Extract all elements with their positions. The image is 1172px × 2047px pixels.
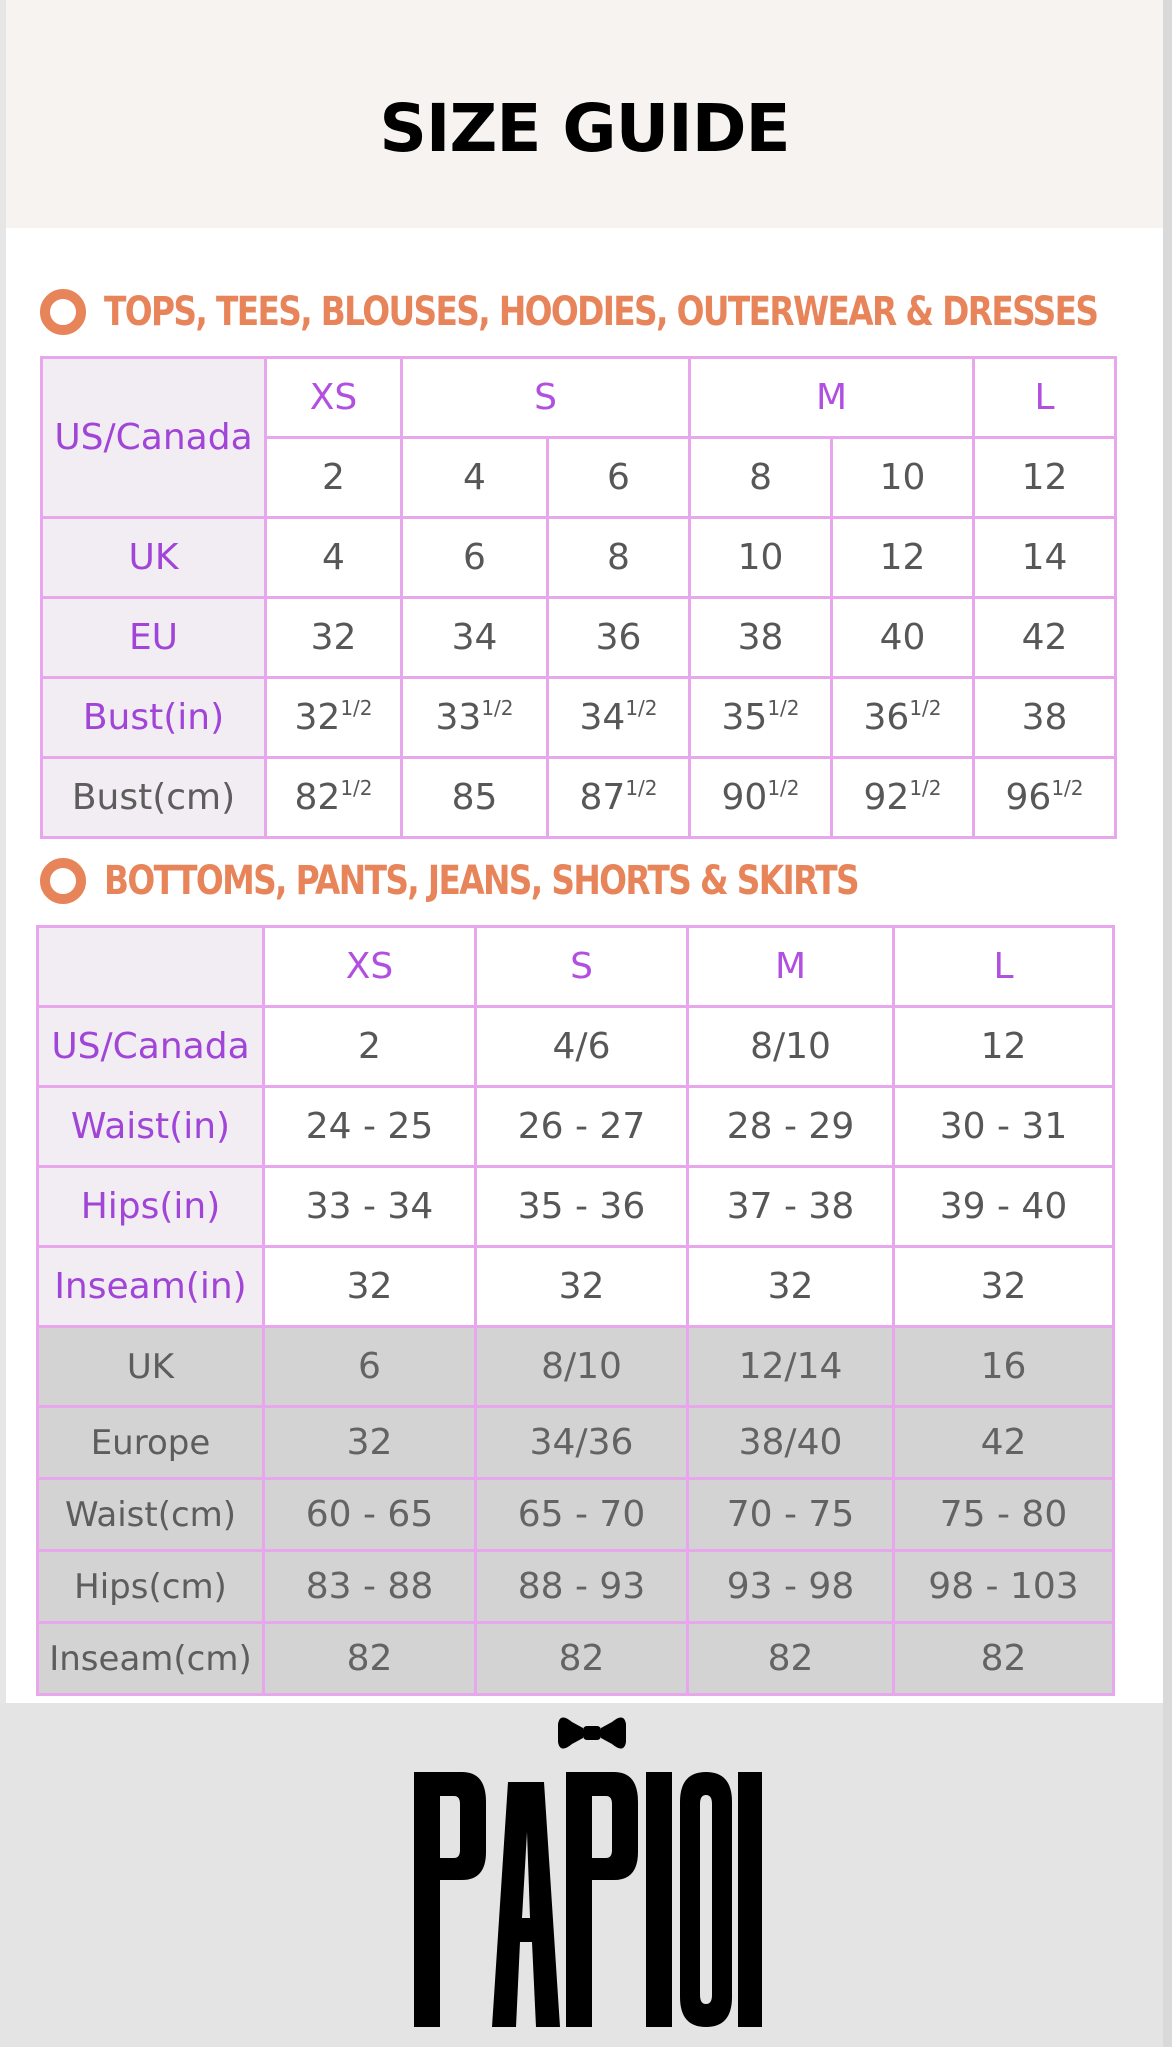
table-cell: 98 - 103	[894, 1551, 1114, 1623]
table-cell: 12/14	[688, 1327, 894, 1407]
tops-size-s: S	[402, 358, 690, 438]
table-cell: 6	[402, 518, 548, 598]
table-cell: $36^{1/2}$	[832, 678, 974, 758]
table-cell: $35^{1/2}$	[690, 678, 832, 758]
table-cell: 8/10	[688, 1007, 894, 1087]
table-cell: 16	[894, 1327, 1114, 1407]
tops-bust-cm-row	[42, 758, 1116, 838]
table-cell: 34	[402, 598, 548, 678]
table-cell: 83 - 88	[264, 1551, 476, 1623]
row-label: UK	[42, 518, 266, 598]
table-cell: 70 - 75	[688, 1479, 894, 1551]
bottoms-size-m: M	[688, 927, 894, 1007]
table-cell: 35 - 36	[476, 1167, 688, 1247]
table-cell: $32^{1/2}$	[266, 678, 402, 758]
table-row	[38, 1167, 1114, 1247]
tops-section-heading	[40, 282, 1172, 342]
table-cell: 24 - 25	[264, 1087, 476, 1167]
tops-size-m: M	[690, 358, 974, 438]
row-label: Inseam(in)	[38, 1247, 264, 1327]
table-cell: 4	[266, 518, 402, 598]
table-row	[38, 1407, 1114, 1479]
table-cell: $82^{1/2}$	[266, 758, 402, 838]
table-row	[38, 1551, 1114, 1623]
bottoms-section-heading	[40, 851, 1024, 911]
row-label: Waist(in)	[38, 1087, 264, 1167]
table-cell: 65 - 70	[476, 1479, 688, 1551]
tops-us-label: US/Canada	[42, 358, 266, 518]
table-cell: 4	[402, 438, 548, 518]
table-row	[38, 1247, 1114, 1327]
bottoms-size-table	[36, 925, 1115, 1696]
table-cell: 12	[894, 1007, 1114, 1087]
table-cell: 28 - 29	[688, 1087, 894, 1167]
bow-tie-icon	[558, 1717, 626, 1748]
table-cell: 26 - 27	[476, 1087, 688, 1167]
table-cell: $33^{1/2}$	[402, 678, 548, 758]
table-cell: 32	[264, 1407, 476, 1479]
table-row	[38, 1087, 1114, 1167]
table-cell: 2	[266, 438, 402, 518]
table-cell: 10	[832, 438, 974, 518]
table-cell: 42	[894, 1407, 1114, 1479]
table-row	[38, 1007, 1114, 1087]
table-cell: 32	[264, 1247, 476, 1327]
table-cell: 37 - 38	[688, 1167, 894, 1247]
table-cell: 40	[832, 598, 974, 678]
table-cell: 8/10	[476, 1327, 688, 1407]
table-cell: $96^{1/2}$	[974, 758, 1116, 838]
row-label: Bust(in)	[42, 678, 266, 758]
table-cell: 82	[894, 1623, 1114, 1695]
bottoms-size-header-row	[38, 927, 1114, 1007]
table-cell: 32	[266, 598, 402, 678]
row-label: Bust(cm)	[42, 758, 266, 838]
bottoms-size-s: S	[476, 927, 688, 1007]
table-cell: 82	[688, 1623, 894, 1695]
table-cell: 12	[832, 518, 974, 598]
tops-size-l: L	[974, 358, 1116, 438]
table-cell: $92^{1/2}$	[832, 758, 974, 838]
tops-size-table	[40, 356, 1117, 839]
table-cell: $87^{1/2}$	[548, 758, 690, 838]
page-title: SIZE GUIDE	[379, 90, 790, 167]
table-cell: 38/40	[688, 1407, 894, 1479]
row-label: Inseam(cm)	[38, 1623, 264, 1695]
table-cell: 30 - 31	[894, 1087, 1114, 1167]
table-cell: 6	[548, 438, 690, 518]
table-cell: 42	[974, 598, 1116, 678]
row-label: US/Canada	[38, 1007, 264, 1087]
table-cell: 6	[264, 1327, 476, 1407]
table-cell: 4/6	[476, 1007, 688, 1087]
brand-wordmark	[414, 1772, 780, 2027]
tops-section-title: TOPS, TEES, BLOUSES, HOODIES, OUTERWEAR & DRESSES	[104, 289, 1098, 335]
table-cell: 75 - 80	[894, 1479, 1114, 1551]
table-cell: 32	[894, 1247, 1114, 1327]
tops-size-header-row	[42, 358, 1116, 438]
empty-corner-cell	[38, 927, 264, 1007]
table-cell: 2	[264, 1007, 476, 1087]
table-cell: $90^{1/2}$	[690, 758, 832, 838]
tops-bust-in-row	[42, 678, 1116, 758]
bottoms-section-title: BOTTOMS, PANTS, JEANS, SHORTS & SKIRTS	[104, 858, 858, 904]
table-cell: 38	[690, 598, 832, 678]
table-row	[38, 1623, 1114, 1695]
table-cell: 93 - 98	[688, 1551, 894, 1623]
row-label: Hips(cm)	[38, 1551, 264, 1623]
table-cell: 12	[974, 438, 1116, 518]
table-cell: 88 - 93	[476, 1551, 688, 1623]
bottoms-size-xs: XS	[264, 927, 476, 1007]
table-cell: 85	[402, 758, 548, 838]
tops-eu-row	[42, 598, 1116, 678]
table-cell: 14	[974, 518, 1116, 598]
row-label: Hips(in)	[38, 1167, 264, 1247]
row-label: EU	[42, 598, 266, 678]
table-cell: 8	[690, 438, 832, 518]
table-row	[38, 1479, 1114, 1551]
table-cell: 60 - 65	[264, 1479, 476, 1551]
row-label: Waist(cm)	[38, 1479, 264, 1551]
table-cell: 34/36	[476, 1407, 688, 1479]
table-cell: 82	[264, 1623, 476, 1695]
bullet-circle-icon	[40, 289, 86, 335]
table-cell: 32	[476, 1247, 688, 1327]
header-banner	[6, 0, 1163, 228]
tops-size-xs: XS	[266, 358, 402, 438]
table-cell: 38	[974, 678, 1116, 758]
table-cell: 10	[690, 518, 832, 598]
row-label: UK	[38, 1327, 264, 1407]
papion-logo	[400, 1712, 780, 2032]
table-row	[38, 1327, 1114, 1407]
table-cell: 82	[476, 1623, 688, 1695]
table-cell: 36	[548, 598, 690, 678]
table-cell: 39 - 40	[894, 1167, 1114, 1247]
table-cell: $34^{1/2}$	[548, 678, 690, 758]
tops-uk-row	[42, 518, 1116, 598]
bottoms-size-l: L	[894, 927, 1114, 1007]
table-cell: 8	[548, 518, 690, 598]
table-cell: 32	[688, 1247, 894, 1327]
bullet-circle-icon	[40, 858, 86, 904]
table-cell: 33 - 34	[264, 1167, 476, 1247]
row-label: Europe	[38, 1407, 264, 1479]
